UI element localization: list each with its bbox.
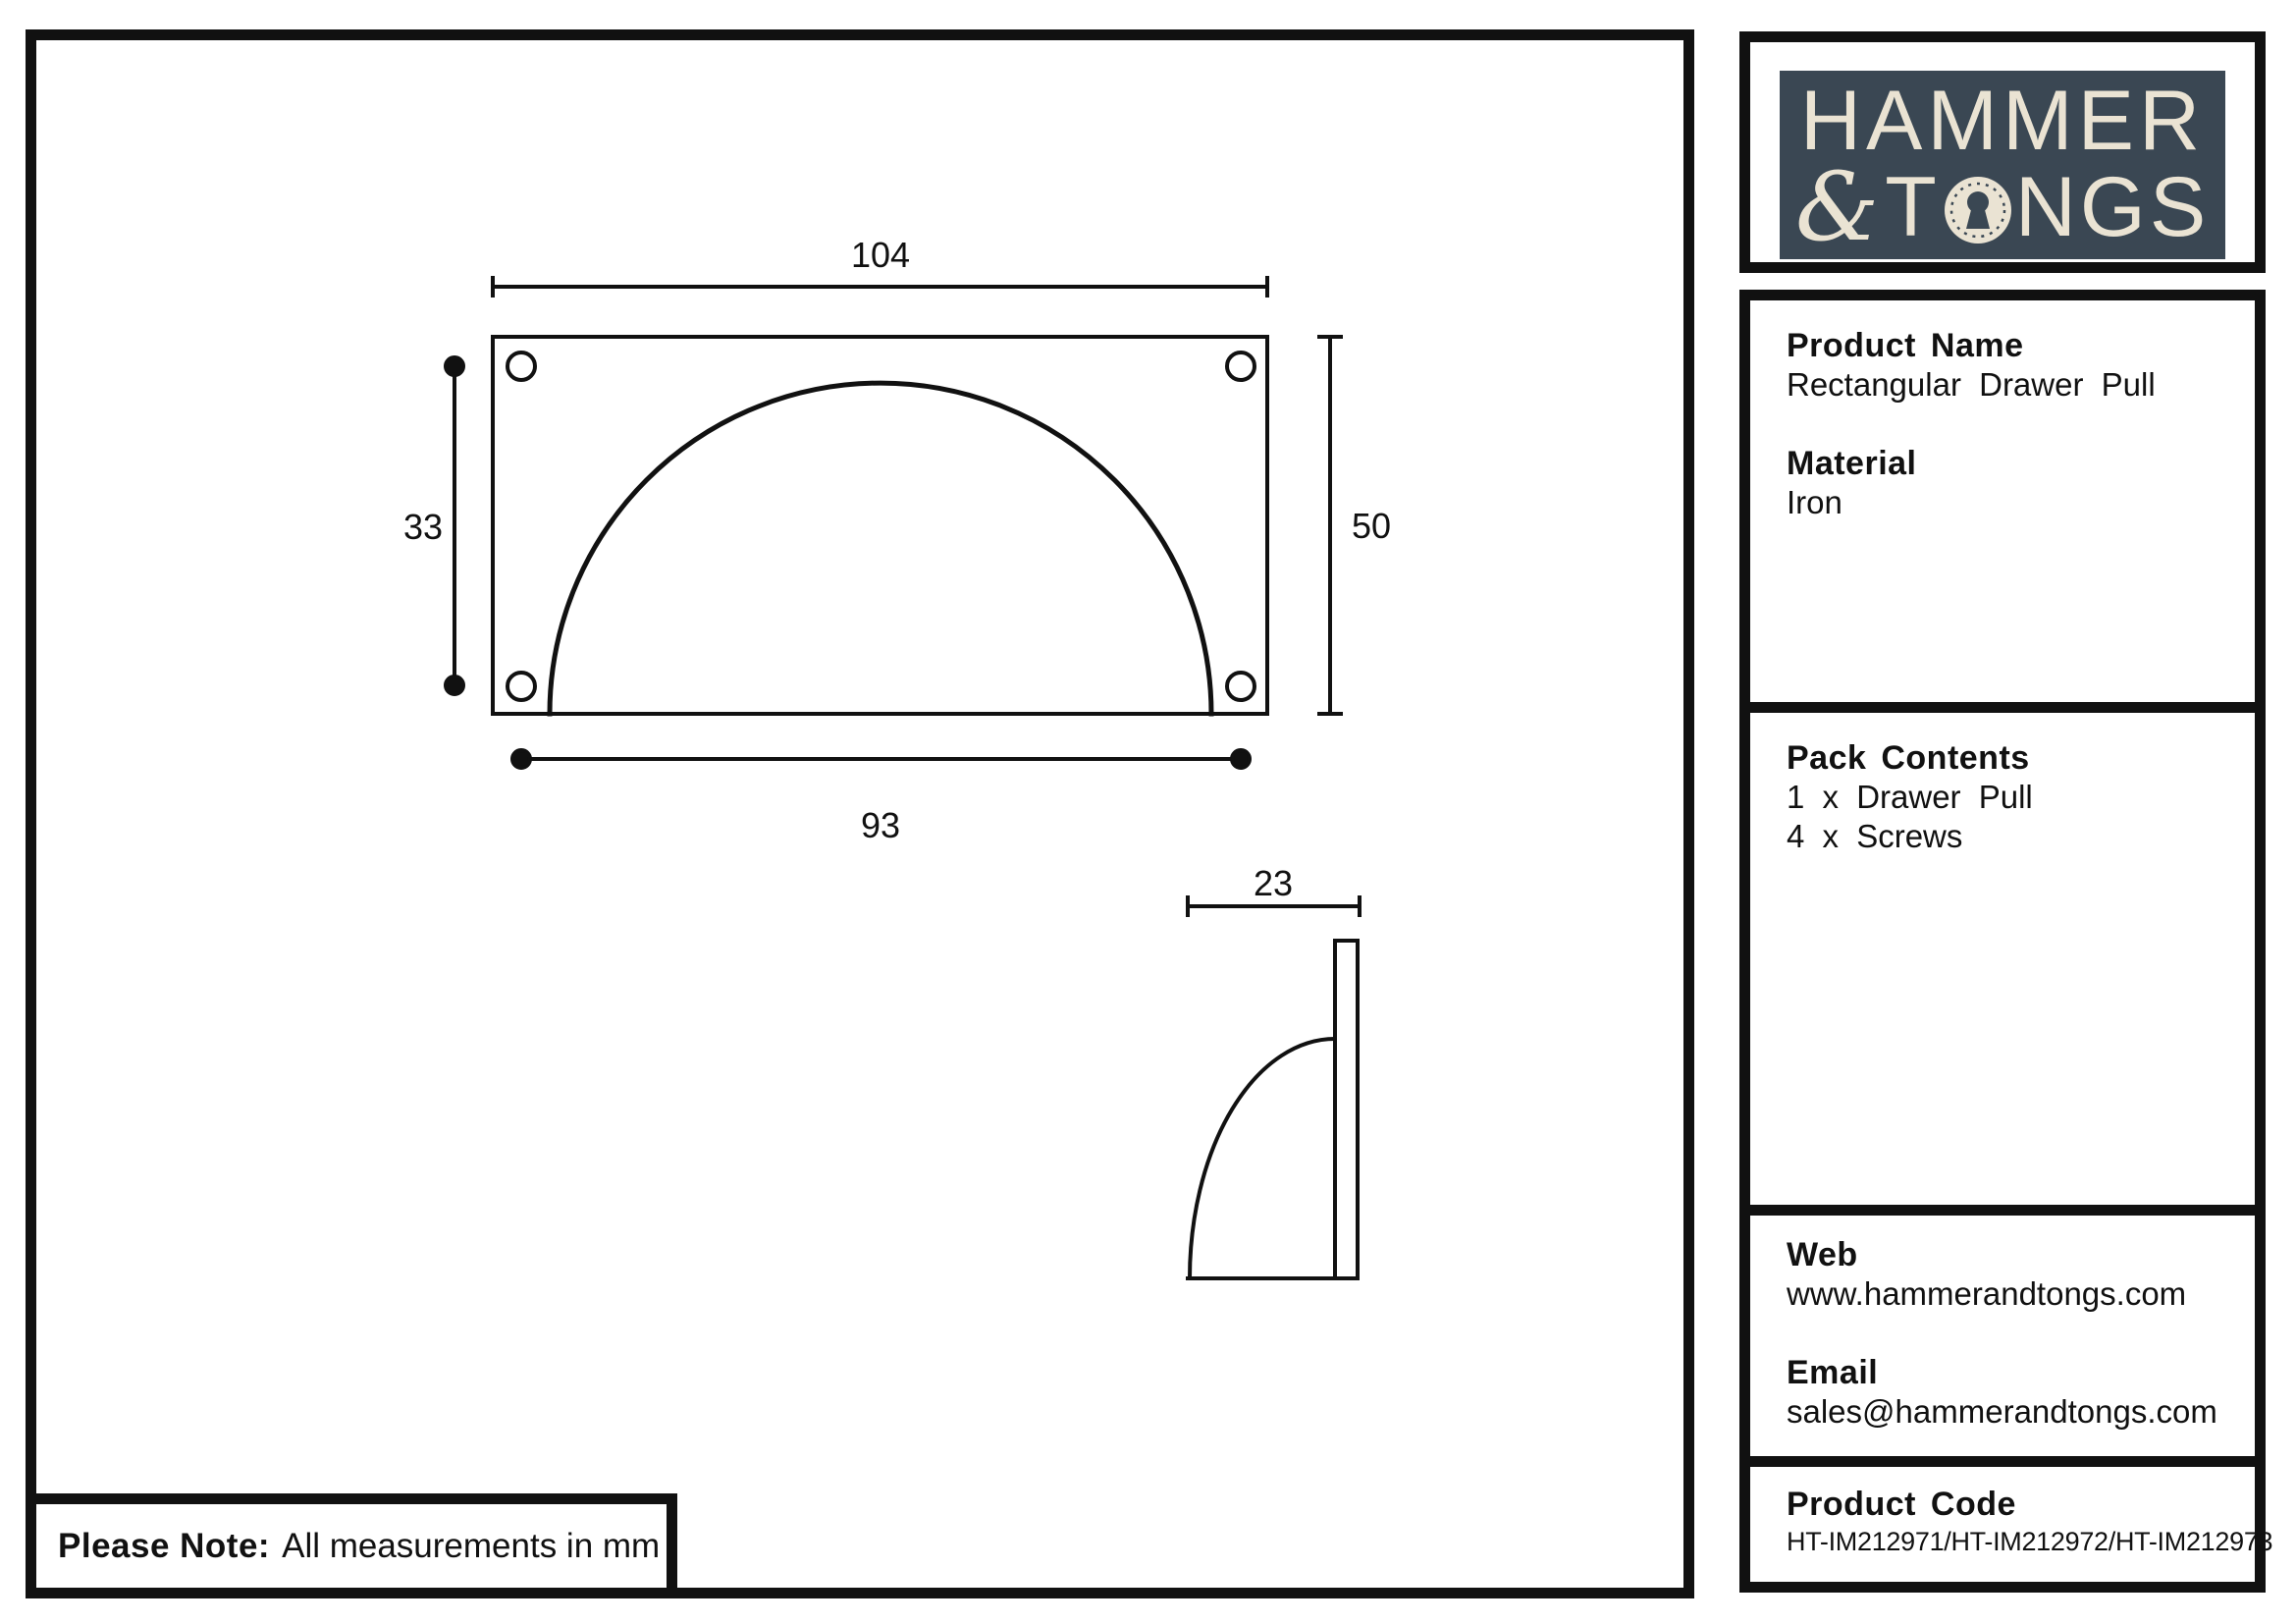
- product-name-section: [1750, 300, 2255, 702]
- note-label: Please Note:: [58, 1526, 271, 1565]
- pack-contents-section: [1750, 702, 2255, 1205]
- logo-word-tongs: [1794, 152, 2211, 262]
- email-value: sales@hammerandtongs.com: [1787, 1393, 2217, 1430]
- product-info-panel: [1739, 290, 2273, 1593]
- logo-box: [1739, 31, 2266, 273]
- pack-contents-item: 1 x Drawer Pull: [1787, 779, 2033, 815]
- note-text: All measurements in mm: [282, 1526, 661, 1565]
- web-value: www.hammerandtongs.com: [1787, 1275, 2187, 1312]
- logo-letters-ngs: NGS: [2014, 160, 2211, 254]
- product-name-label: Product Name: [1787, 327, 2024, 364]
- product-code-section: [1750, 1456, 2273, 1582]
- dim-label-height: 50: [1352, 506, 1392, 546]
- keyhole-icon: [1943, 175, 2013, 245]
- contact-section: [1750, 1205, 2255, 1456]
- email-label: Email: [1787, 1354, 1879, 1391]
- material-label: Material: [1787, 445, 1917, 482]
- pack-contents-item: 4 x Screws: [1787, 818, 1963, 854]
- dim-label-hole-spacing: 33: [402, 507, 444, 547]
- dim-label-width: 104: [850, 235, 911, 275]
- web-label: Web: [1787, 1236, 1858, 1273]
- logo-word-hammer: HAMMER: [1799, 74, 2206, 168]
- drawing-panel: [26, 29, 1694, 1598]
- pack-contents-label: Pack Contents: [1787, 739, 2030, 777]
- logo-ampersand: &: [1794, 152, 1880, 262]
- dim-label-cup-width: 93: [860, 805, 901, 845]
- measurements-note: [26, 1493, 677, 1598]
- product-code-label: Product Code: [1787, 1486, 2016, 1523]
- product-name-value: Rectangular Drawer Pull: [1787, 366, 2156, 403]
- dim-label-depth: 23: [1253, 863, 1294, 903]
- hammer-and-tongs-logo: [1780, 71, 2225, 262]
- logo-letter-t: T: [1885, 160, 1941, 254]
- product-code-value: HT-IM212971/HT-IM212972/HT-IM212973: [1787, 1527, 2273, 1556]
- material-value: Iron: [1787, 484, 1842, 520]
